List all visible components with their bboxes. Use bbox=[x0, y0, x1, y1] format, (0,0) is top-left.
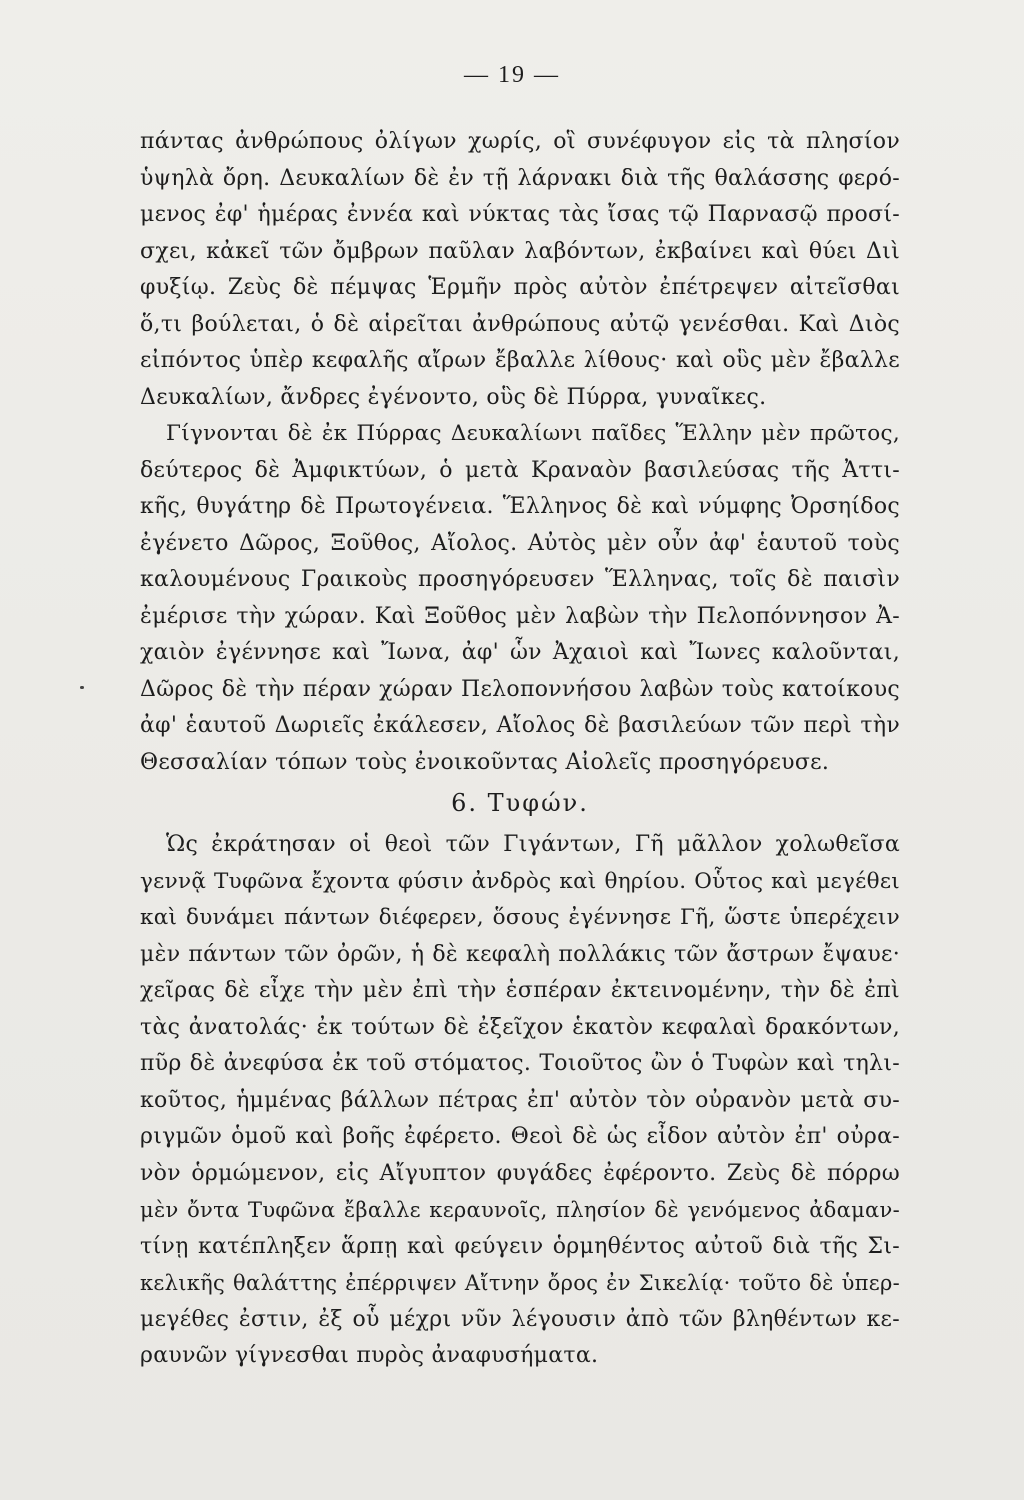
page-number: — 19 — bbox=[464, 62, 560, 88]
text-line: νὸν ὁρμώμενον, εἰς Αἴγυπτον φυγάδες ἐφέροντο. Ζεὺς δὲ πόρρω bbox=[140, 1160, 900, 1186]
text-line: ὅ,τι βούλεται, ὁ δὲ αἱρεῖται ἀνθρώπους αὐτῷ γενέσθαι. Καὶ Διὸς bbox=[140, 311, 900, 337]
text-line: σχει, κἀκεῖ τῶν ὄμβρων παῦλαν λαβόντων, ἐκβαίνει καὶ θύει Διὶ bbox=[140, 238, 900, 264]
text-line: κελικῆς θαλάττης ἐπέρριψεν Αἴτνην ὄρος ἐν Σικελίᾳ· τοῦτο δὲ ὑπερ- bbox=[140, 1271, 900, 1295]
text-line: ἀφ' ἑαυτοῦ Δωριεῖς ἐκάλεσεν, Αἴολος δὲ βασιλεύων τῶν περὶ τὴν bbox=[140, 713, 900, 738]
text-block bbox=[140, 124, 900, 1375]
paragraph-start-line: Ὡς ἐκράτησαν οἱ θεοὶ τῶν Γιγάντων, Γῆ μᾶλλον χολωθεῖσα bbox=[166, 832, 900, 857]
text-line: καλουμένους Γραικοὺς προσηγόρευσεν Ἕλληνας, τοῖς δὲ παισὶν bbox=[140, 567, 900, 592]
text-line: ἐμέρισε τὴν χώραν. Καὶ Ξοῦθος μὲν λαβὼν τὴν Πελοπόννησον Ἀ- bbox=[140, 603, 900, 629]
text-line: δεύτερος δὲ Ἀμφικτύων, ὁ μετὰ Κραναὸν βασιλεύσας τῆς Ἀττι- bbox=[140, 457, 900, 483]
text-line: χεῖρας δὲ εἶχε τὴν μὲν ἐπὶ τὴν ἑσπέραν ἐκτεινομένην, τὴν δὲ ἐπὶ bbox=[140, 978, 900, 1003]
text-line: ἐγένετο Δῶρος, Ξοῦθος, Αἴολος. Αὐτὸς μὲν οὖν ἀφ' ἑαυτοῦ τοὺς bbox=[140, 530, 900, 556]
paragraph-end-line: Δευκαλίων, ἄνδρες ἐγένοντο, οὓς δὲ Πύρρα, γυναῖκες. bbox=[140, 384, 767, 410]
text-line: τὰς ἀνατολάς· ἐκ τούτων δὲ ἐξεῖχον ἑκατὸν κεφαλαὶ δρακόντων, bbox=[140, 1014, 900, 1040]
text-line: γεννᾷ Τυφῶνα ἔχοντα φύσιν ἀνδρὸς καὶ θηρίου. Οὗτος καὶ μεγέθει bbox=[140, 868, 900, 894]
text-line: πάντας ἀνθρώπους ὀλίγων χωρίς, οἳ συνέφυγον εἰς τὰ πλησίον bbox=[140, 129, 900, 154]
text-line: κῆς, θυγάτηρ δὲ Πρωτογένεια. Ἕλληνος δὲ καὶ νύμφης Ὀρσηίδος bbox=[140, 494, 900, 519]
text-line: μενος ἐφ' ἡμέρας ἐννέα καὶ νύκτας τὰς ἴσας τῷ Παρνασῷ προσί- bbox=[140, 202, 900, 227]
text-line: μὲν ὄντα Τυφῶνα ἔβαλλε κεραυνοῖς, πλησίον δὲ γενόμενος ἀδαμαν- bbox=[140, 1198, 900, 1222]
text-line: Δῶρος δὲ τὴν πέραν χώραν Πελοποννήσου λαβὼν τοὺς κατοίκους bbox=[140, 676, 900, 702]
section-heading: 6. Τυφών. bbox=[451, 789, 589, 817]
text-line: καὶ δυνάμει πάντων διέφερεν, ὅσους ἐγέννησε Γῆ, ὥστε ὑπερέχειν bbox=[140, 905, 900, 930]
paragraph-start-line: Γίγνονται δὲ ἐκ Πύρρας Δευκαλίωνι παῖδες Ἕλλην μὲν πρῶτος, bbox=[166, 421, 900, 446]
text-line: ριγμῶν ὁμοῦ καὶ βοῆς ἐφέρετο. Θεοὶ δὲ ὡς εἶδον αὐτὸν ἐπ' οὐρα- bbox=[140, 1124, 900, 1149]
text-line: πῦρ δὲ ἀνεφύσα ἐκ τοῦ στόματος. Τοιοῦτος ὢν ὁ Τυφὼν καὶ τηλι- bbox=[140, 1051, 900, 1076]
text-line: εἰπόντος ὑπὲρ κεφαλῆς αἴρων ἔβαλλε λίθους· καὶ οὓς μὲν ἔβαλλε bbox=[140, 348, 900, 373]
text-line: χαιὸν ἐγέννησε καὶ Ἴωνα, ἀφ' ὧν Ἀχαιοὶ καὶ Ἴωνες καλοῦνται, bbox=[140, 640, 900, 665]
text-line: φυξίῳ. Ζεὺς δὲ πέμψας Ἑρμῆν πρὸς αὐτὸν ἐπέτρεψεν αἰτεῖσθαι bbox=[140, 275, 900, 300]
text-line: τίνῃ κατέπληξεν ἅρπῃ καὶ φεύγειν ὁρμηθέντος αὐτοῦ διὰ τῆς Σι- bbox=[140, 1233, 900, 1259]
text-line: μεγέθες ἐστιν, ἐξ οὗ μέχρι νῦν λέγουσιν ἀπὸ τῶν βληθέντων κε- bbox=[140, 1306, 900, 1332]
text-line: κοῦτος, ἡμμένας βάλλων πέτρας ἐπ' αὐτὸν τὸν οὐρανὸν μετὰ συ- bbox=[140, 1087, 900, 1113]
paragraph-end-line: ραυνῶν γίγνεσθαι πυρὸς ἀναφυσήματα. bbox=[140, 1343, 599, 1368]
ink-speck bbox=[80, 686, 84, 689]
paragraph-end-line: Θεσσαλίαν τόπων τοὺς ἐνοικοῦντας Αἰολεῖς προσηγόρευσε. bbox=[140, 749, 830, 775]
text-line: μὲν πάντων τῶν ὀρῶν, ἡ δὲ κεφαλὴ πολλάκις τῶν ἄστρων ἔψαυε· bbox=[140, 941, 900, 967]
text-line: ὑψηλὰ ὄρη. Δευκαλίων δὲ ἐν τῇ λάρνακι διὰ τῆς θαλάσσης φερό- bbox=[140, 165, 900, 191]
